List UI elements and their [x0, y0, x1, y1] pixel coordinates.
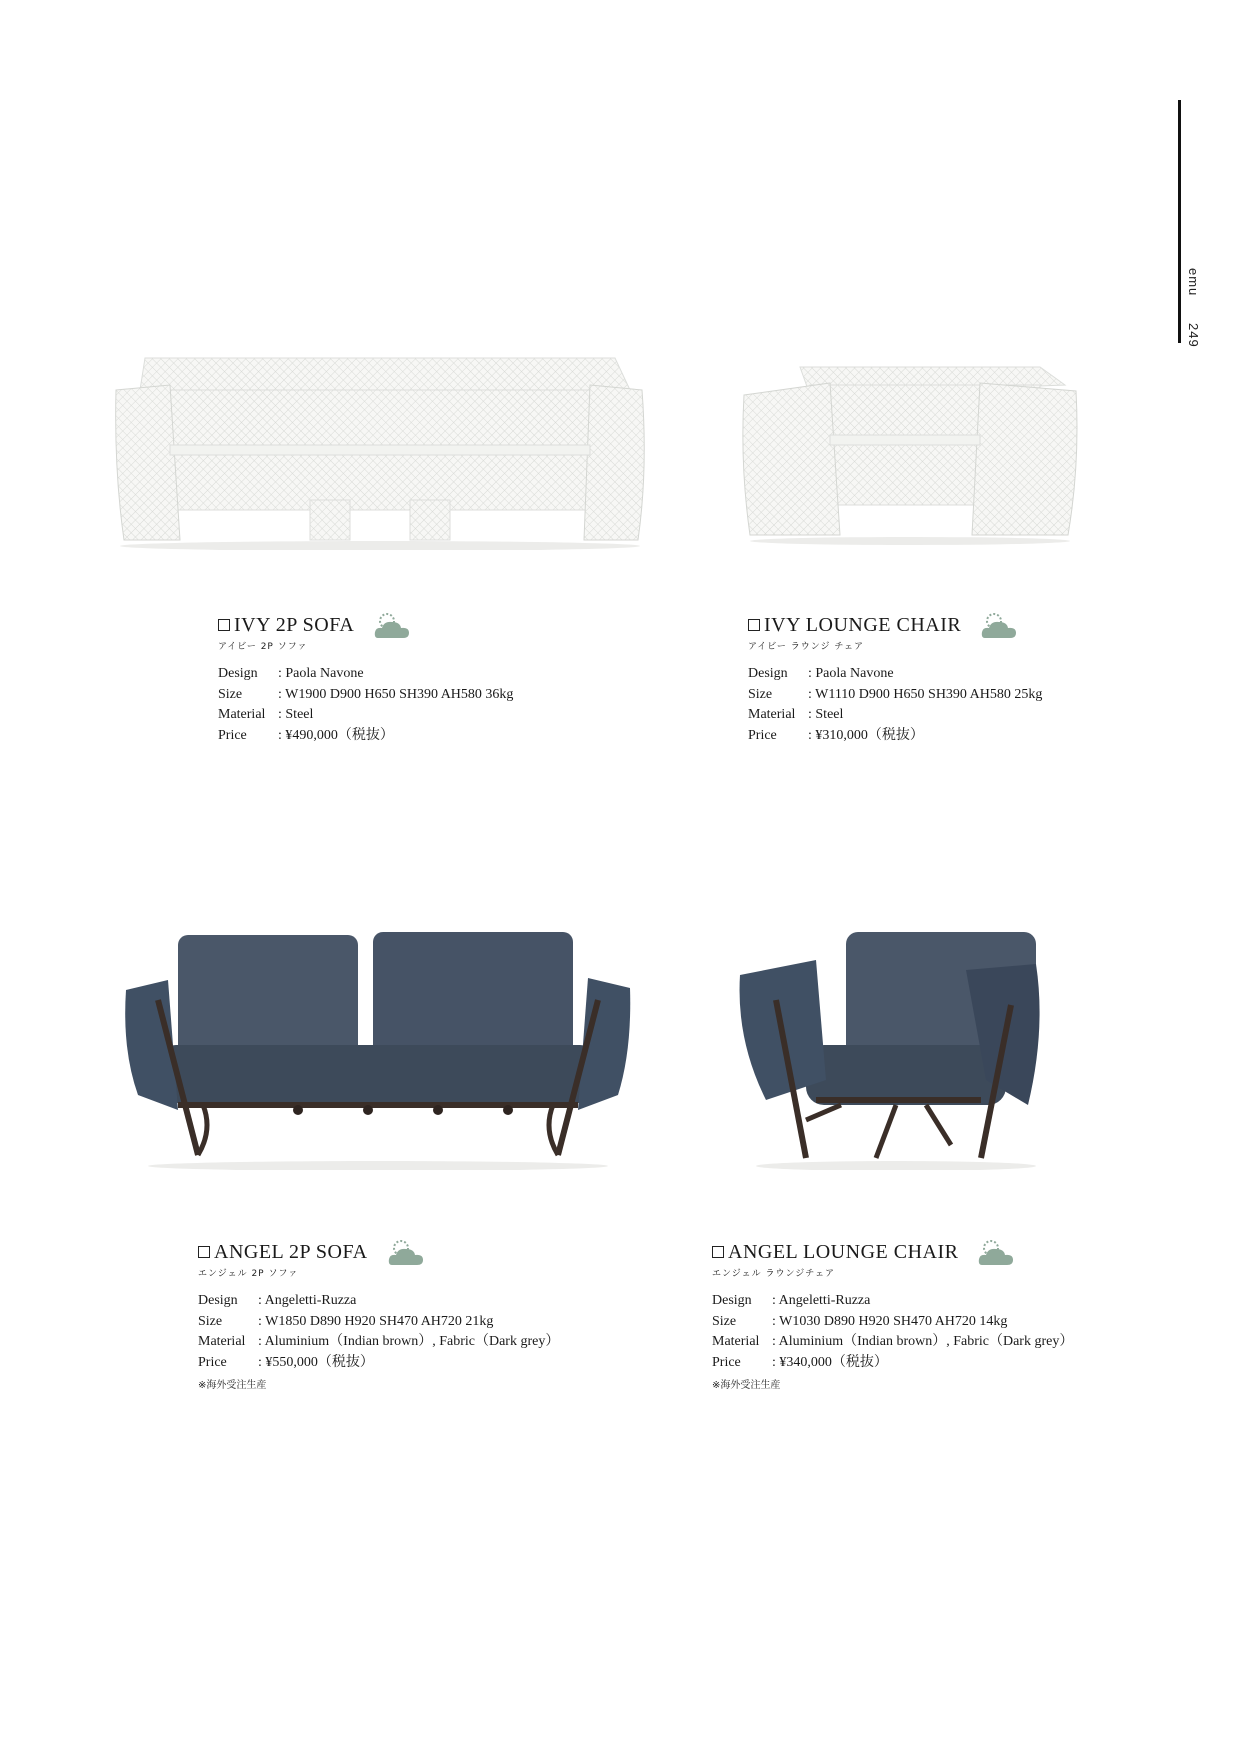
spec-list: [748, 664, 1042, 746]
product-ivy-sofa: [218, 608, 513, 746]
spec-material: Material : Steel: [748, 707, 844, 722]
spec-design: Design : Angeletti-Ruzza: [712, 1293, 871, 1308]
cloud-sun-icon: [976, 1237, 1016, 1267]
angel-sofa-photo: [118, 920, 638, 1170]
spec-price: Price : ¥550,000（税抜）: [198, 1354, 374, 1370]
page-number: 249: [1186, 322, 1201, 348]
product-kana: エンジェル 2P ソファ: [198, 1269, 299, 1279]
spec-size: Size : W1110 D900 H650 SH390 AH580 25kg: [748, 686, 1043, 702]
product-title: IVY LOUNGE CHAIR: [764, 613, 962, 636]
product-title: IVY 2P SOFA: [234, 613, 355, 636]
product-angel-sofa: [198, 1235, 559, 1391]
side-rule: [1178, 100, 1181, 343]
spec-material: Material : Aluminium（Indian brown）, Fabric（Dark grey）: [712, 1334, 1074, 1349]
product-title: ANGEL LOUNGE CHAIR: [728, 1240, 959, 1263]
ivy-sofa-photo: [110, 350, 650, 550]
spec-price: Price : ¥310,000（税抜）: [748, 727, 924, 743]
spec-material: Material : Steel: [218, 707, 314, 722]
ivy-chair-photo: [740, 355, 1080, 545]
spec-list: [218, 664, 513, 746]
product-angel-chair: [712, 1235, 1073, 1391]
cloud-sun-icon: [979, 610, 1019, 640]
spec-price: Price : ¥490,000（税抜）: [218, 727, 394, 743]
note: ※海外受注生産: [198, 1380, 267, 1391]
spec-price: Price : ¥340,000（税抜）: [712, 1354, 888, 1370]
spec-size: Size : W1900 D900 H650 SH390 AH580 36kg: [218, 686, 514, 702]
note: ※海外受注生産: [712, 1380, 781, 1391]
product-kana: アイビー 2P ソファ: [218, 642, 308, 652]
product-kana: アイビー ラウンジ チェア: [748, 642, 865, 652]
spec-list: [712, 1291, 1073, 1373]
spec-material: Material : Aluminium（Indian brown）, Fabric（Dark grey）: [198, 1334, 560, 1349]
checkbox[interactable]: [218, 619, 230, 631]
product-ivy-chair: [748, 608, 1042, 746]
checkbox[interactable]: [748, 619, 760, 631]
product-kana: エンジェル ラウンジチェア: [712, 1269, 835, 1279]
spec-design: Design : Paola Navone: [748, 666, 894, 681]
product-title: ANGEL 2P SOFA: [214, 1240, 368, 1263]
side-tab: [1186, 268, 1201, 348]
cloud-sun-icon: [386, 1237, 426, 1267]
spec-size: Size : W1850 D890 H920 SH470 AH720 21kg: [198, 1313, 494, 1329]
spec-design: Design : Angeletti-Ruzza: [198, 1293, 357, 1308]
brand-label: emu: [1186, 268, 1201, 297]
spec-size: Size : W1030 D890 H920 SH470 AH720 14kg: [712, 1313, 1008, 1329]
checkbox[interactable]: [712, 1246, 724, 1258]
spec-list: [198, 1291, 559, 1373]
cloud-sun-icon: [372, 610, 412, 640]
checkbox[interactable]: [198, 1246, 210, 1258]
spec-design: Design : Paola Navone: [218, 666, 364, 681]
angel-chair-photo: [736, 920, 1056, 1170]
